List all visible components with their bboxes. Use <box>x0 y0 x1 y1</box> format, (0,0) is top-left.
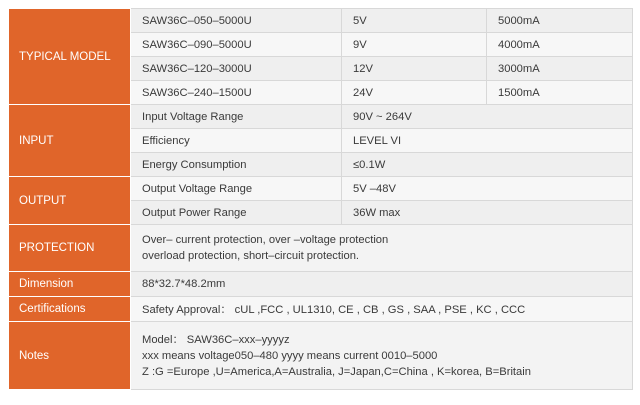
category-certifications: Certifications <box>9 297 131 322</box>
model-cell: SAW36C–240–1500U <box>131 81 342 105</box>
notes-line: Z :G =Europe ,U=America,A=Australia, J=Japan,C=China , K=korea, B=Britain <box>142 365 531 378</box>
category-protection: PROTECTION <box>9 225 131 272</box>
table-row <box>9 177 633 201</box>
current-cell: 1500mA <box>487 81 633 105</box>
category-input: INPUT <box>9 105 131 177</box>
voltage-cell: 9V <box>342 33 487 57</box>
param-name: Efficiency <box>131 129 342 153</box>
table-row <box>9 297 633 322</box>
table-row <box>9 9 633 33</box>
notes-text <box>131 322 633 390</box>
table-row <box>9 225 633 272</box>
certifications-value: Safety Approval： cUL ,FCC , UL1310, CE , CB , GS , SAA , PSE , KC , CCC <box>131 297 633 322</box>
protection-text <box>131 225 633 272</box>
voltage-cell: 24V <box>342 81 487 105</box>
notes-line: Model： SAW36C–xxx–yyyyz <box>142 333 290 346</box>
param-name: Output Power Range <box>131 201 342 225</box>
category-typical-model: TYPICAL MODEL <box>9 9 131 105</box>
current-cell: 5000mA <box>487 9 633 33</box>
category-notes: Notes <box>9 322 131 390</box>
protection-line: Over– current protection, over –voltage protection <box>142 234 389 246</box>
param-value: ≤0.1W <box>342 153 633 177</box>
protection-line: overload protection, short–circuit protection. <box>142 250 360 262</box>
model-cell: SAW36C–050–5000U <box>131 9 342 33</box>
param-value: LEVEL VI <box>342 129 633 153</box>
table-row <box>9 105 633 129</box>
table-row <box>9 322 633 390</box>
category-output: OUTPUT <box>9 177 131 225</box>
dimension-value: 88*32.7*48.2mm <box>131 272 633 297</box>
param-name: Energy Consumption <box>131 153 342 177</box>
current-cell: 3000mA <box>487 57 633 81</box>
category-dimension: Dimension <box>9 272 131 297</box>
param-value: 5V –48V <box>342 177 633 201</box>
param-value: 90V ~ 264V <box>342 105 633 129</box>
current-cell: 4000mA <box>487 33 633 57</box>
model-cell: SAW36C–090–5000U <box>131 33 342 57</box>
model-cell: SAW36C–120–3000U <box>131 57 342 81</box>
param-name: Input Voltage Range <box>131 105 342 129</box>
notes-line: xxx means voltage050–480 yyyy means current 0010–5000 <box>142 349 438 362</box>
param-value: 36W max <box>342 201 633 225</box>
table-row <box>9 272 633 297</box>
voltage-cell: 12V <box>342 57 487 81</box>
param-name: Output Voltage Range <box>131 177 342 201</box>
voltage-cell: 5V <box>342 9 487 33</box>
spec-table <box>8 8 633 390</box>
